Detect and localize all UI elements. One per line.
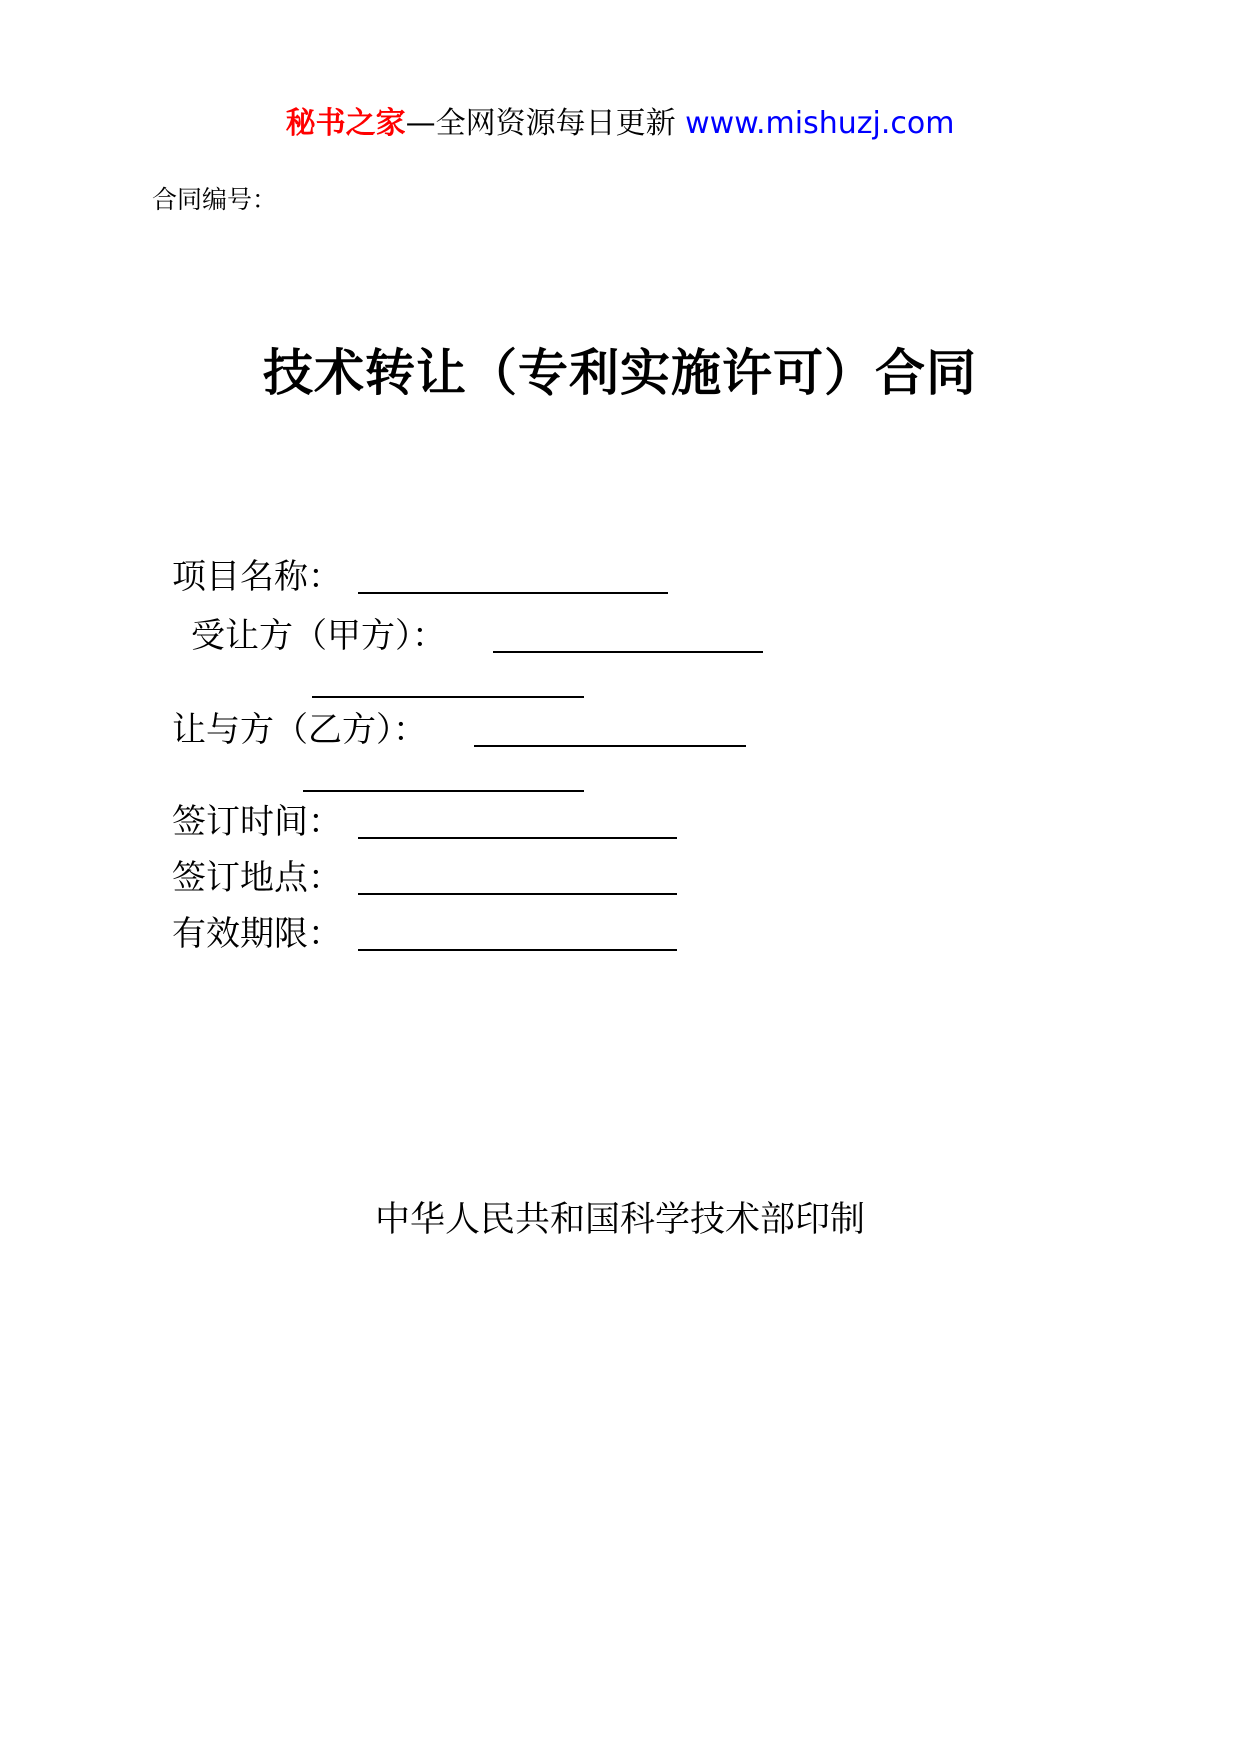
- contract-number-label: 合同编号：: [152, 185, 278, 214]
- validity-period-blank[interactable]: [358, 949, 677, 951]
- signing-time-label: 签订时间：: [172, 802, 342, 842]
- header-banner: [0, 104, 1240, 144]
- project-name-blank[interactable]: [358, 592, 668, 594]
- transferor-blank-continued[interactable]: [303, 790, 584, 792]
- transferor-blank[interactable]: [474, 745, 746, 747]
- header-tagline: —全网资源每日更新: [405, 106, 676, 141]
- signing-place-blank[interactable]: [358, 893, 677, 895]
- site-url-link[interactable]: www.mishuzj.com: [685, 106, 955, 141]
- signing-place-label: 签订地点：: [172, 858, 342, 898]
- publisher-line: 中华人民共和国科学技术部印制: [374, 1200, 865, 1240]
- transferor-label: 让与方（乙方）：: [172, 710, 427, 750]
- signing-time-blank[interactable]: [358, 837, 677, 839]
- brand-name: 秘书之家: [285, 106, 406, 141]
- project-name-label: 项目名称：: [172, 557, 342, 597]
- transferee-blank-continued[interactable]: [312, 696, 584, 698]
- transferee-blank[interactable]: [493, 651, 763, 653]
- validity-period-label: 有效期限：: [172, 914, 342, 954]
- document-title: 技术转让（专利实施许可）合同: [263, 344, 977, 402]
- transferee-label: 受让方（甲方）：: [191, 616, 446, 656]
